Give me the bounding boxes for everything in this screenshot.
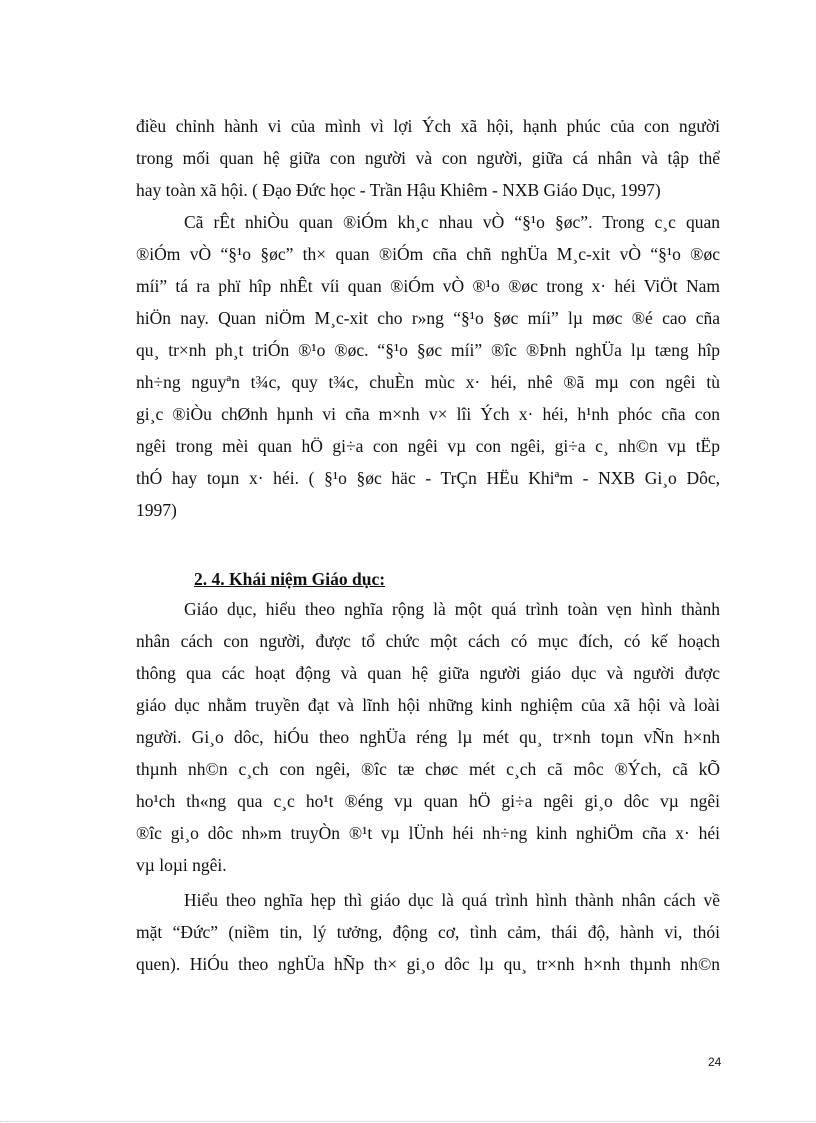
paragraph-4-line-1: Hiểu theo nghĩa hẹp thì giáo dục là quá trình hình thành nhân cách về — [184, 890, 720, 910]
paragraph-2-line-4: hiÖn nay. Quan niÖm M¸c-xit cho r»ng “§¹o §øc míi” lµ møc ®é cao cña — [136, 308, 720, 328]
paragraph-2-line-3: míi” tá ra phï hîp nhÊt víi quan ®iÓm vÒ ®¹o ®øc trong x· héi ViÖt Nam — [136, 276, 720, 296]
paragraph-3-line-1: Giáo dục, hiểu theo nghĩa rộng là một quá trình toàn vẹn hình thành — [184, 599, 720, 619]
paragraph-1-line-3: hay toàn xã hội. ( Đạo Đức học - Trần Hậu Khiêm - NXB Giáo Dục, 1997) — [136, 180, 661, 200]
paragraph-2-line-8: ngêi trong mèi quan hÖ gi÷a con ngêi vµ con ngêi, gi÷a c¸ nh©n vµ tËp — [136, 436, 720, 456]
paragraph-2-line-1: Cã rÊt nhiÒu quan ®iÓm kh¸c nhau vÒ “§¹o §øc”. Trong c¸c quan — [184, 212, 720, 232]
paragraph-2-line-7: gi¸c ®iÒu chØnh hµnh vi cña m×nh v× lîi Ých x· héi, h¹nh phóc cña con — [136, 404, 720, 424]
page-bottom-edge — [0, 1121, 816, 1122]
paragraph-1-line-1: điều chỉnh hành vi của mình vì lợi Ých xã hội, hạnh phúc của con người — [136, 116, 720, 136]
paragraph-3-line-2: nhân cách con người, được tổ chức một cách có mục đích, có kế hoạch — [136, 631, 720, 651]
paragraph-3-line-3: thông qua các hoạt động và quan hệ giữa người giáo dục và người được — [136, 663, 720, 683]
paragraph-3-line-6: thµnh nh©n c¸ch con ngêi, ®îc tæ chøc mét c¸ch cã môc ®Ých, cã kÕ — [136, 759, 720, 779]
paragraph-2-line-5: qu¸ tr×nh ph¸t triÓn ®¹o ®øc. “§¹o §øc míi” ®îc ®Þnh nghÜa lµ tæng hîp — [136, 340, 720, 360]
paragraph-2-line-2: ®iÓm vÒ “§¹o §øc” th× quan ®iÓm cña chñ nghÜa M¸c-xit vÒ “§¹o ®øc — [136, 244, 720, 264]
paragraph-3-line-7: ho¹ch th«ng qua c¸c ho¹t ®éng vµ quan hÖ gi÷a ngêi gi¸o dôc vµ ngêi — [136, 791, 720, 811]
paragraph-3-line-4: giáo dục nhằm truyền đạt và lĩnh hội những kinh nghiệm của xã hội và loài — [136, 695, 720, 715]
paragraph-2-line-9: thÓ hay toµn x· héi. ( §¹o §øc häc - TrÇn HËu Khiªm - NXB Gi¸o Dôc, — [136, 468, 720, 488]
paragraph-2-line-6: nh÷ng nguyªn t¾c, quy t¾c, chuÈn mùc x· héi, nhê ®ã mµ con ngêi tù — [136, 372, 720, 392]
paragraph-3-line-8: ®îc gi¸o dôc nh»m truyÒn ®¹t vµ lÜnh héi nh÷ng kinh nghiÖm cña x· héi — [136, 823, 720, 843]
paragraph-4-line-3: quen). HiÓu theo nghÜa hÑp th× gi¸o dôc lµ qu¸ tr×nh h×nh thµnh nh©n — [136, 954, 720, 974]
paragraph-3-line-5: người. Gi¸o dôc, hiÓu theo nghÜa réng lµ mét qu¸ tr×nh toµn vÑn h×nh — [136, 727, 720, 747]
paragraph-1-line-2: trong mối quan hệ giữa con người và con người, giữa cá nhân và tập thể — [136, 148, 720, 168]
paragraph-4-line-2: mặt “Đức” (niềm tin, lý tưởng, động cơ, tình cảm, thái độ, hành vi, thói — [136, 922, 720, 942]
section-heading: 2. 4. Khái niệm Giáo dục: — [194, 569, 386, 589]
paragraph-2-line-10: 1997) — [136, 500, 177, 520]
paragraph-3-line-9: vµ loµi ngêi. — [136, 855, 227, 875]
page-number: 24 — [708, 1055, 722, 1069]
